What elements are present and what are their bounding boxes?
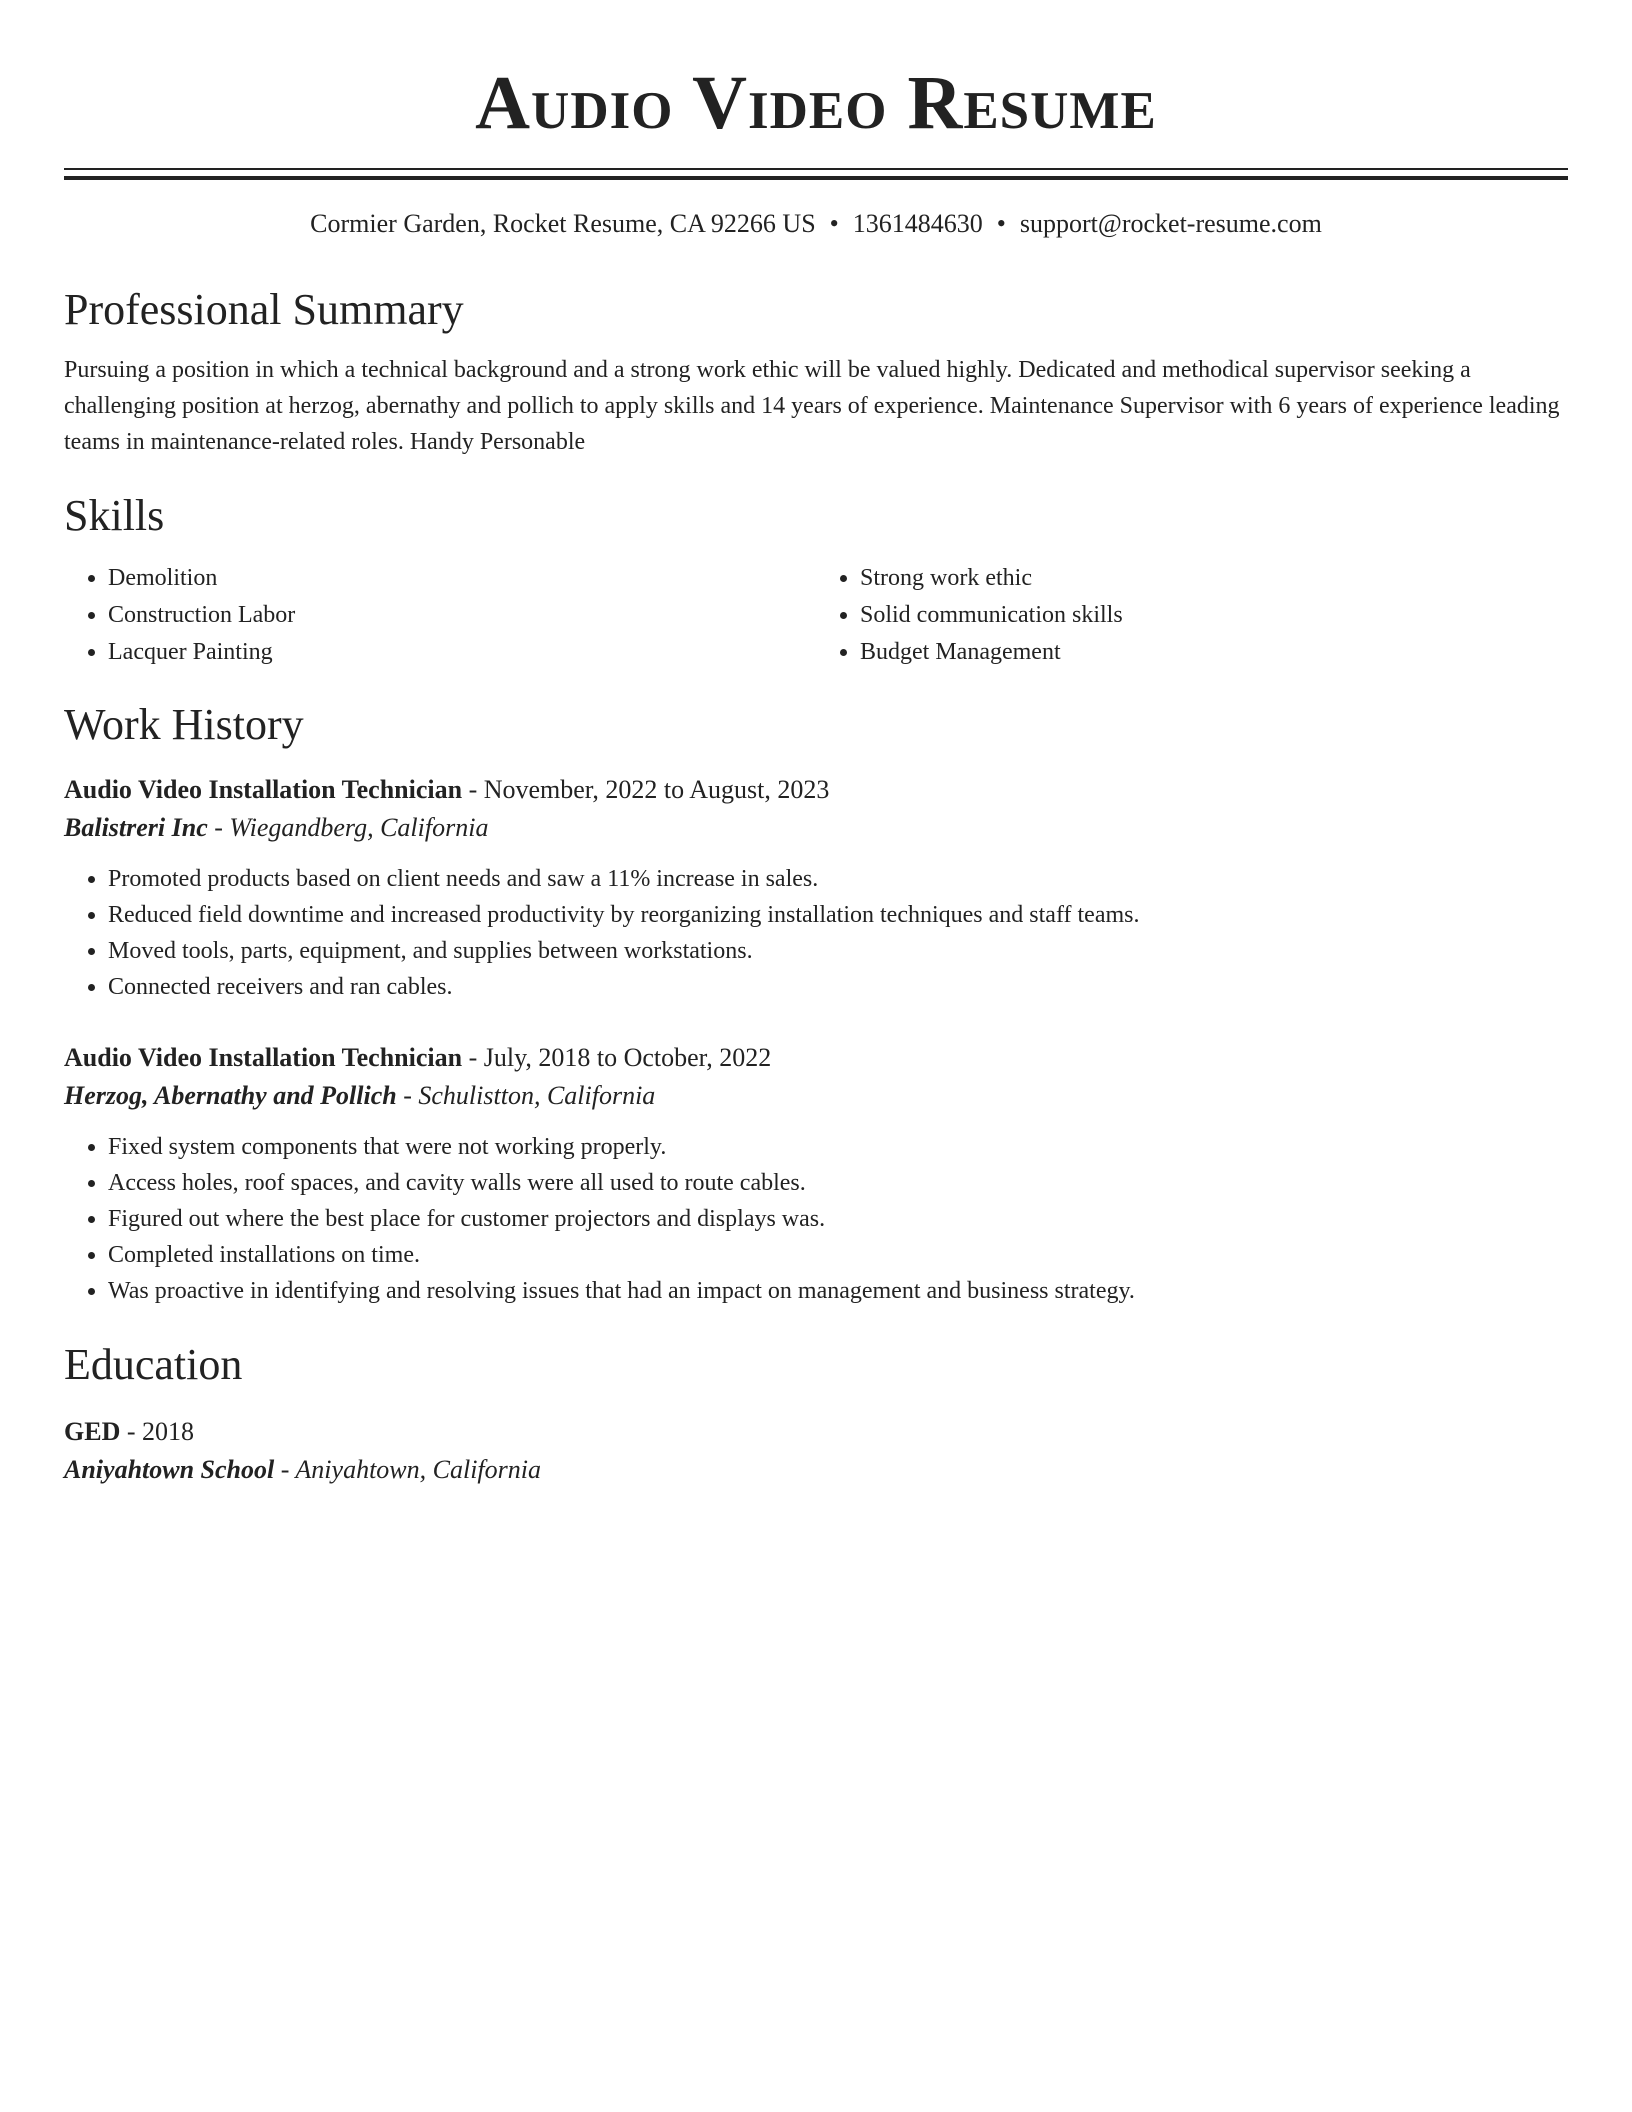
job-bullet: • Access holes, roof spaces, and cavity walls were all used to route cables. — [108, 1165, 1568, 1201]
summary-text: Pursuing a position in which a technical background and a strong work ethic will be valued highly. Dedicated and methodical supervisor seeking a challenging position at herzog, abernathy and pollich to apply skills and 14 years of experience. Maintenance Supervisor with 6 years of experience leading teams in maintenance-related roles. Handy Personable — [64, 357, 1560, 455]
skill-item: • Budget Management — [860, 634, 1568, 671]
skill-item: • Construction Labor — [108, 597, 816, 634]
contact-separator: • — [996, 209, 1006, 238]
job-title: Audio Video Installation Technician — [64, 775, 463, 804]
job-title: Audio Video Installation Technician — [64, 1043, 463, 1072]
skill-item: • Strong work ethic — [860, 560, 1568, 597]
school-line — [64, 1451, 1568, 1489]
skills-column-left — [64, 560, 816, 671]
company-name: Balistreri Inc — [64, 813, 208, 842]
job-bullets — [64, 1129, 1568, 1309]
degree-year: - 2018 — [126, 1417, 195, 1446]
skills-heading: Skills — [64, 491, 165, 540]
skill-item: • Lacquer Painting — [108, 634, 816, 671]
company-location: - Wiegandberg, California — [214, 813, 489, 842]
company-line — [64, 809, 1568, 847]
contact-line — [64, 206, 1568, 242]
job-bullet: • Completed installations on time. — [108, 1237, 1568, 1273]
skill-item: • Solid communication skills — [860, 597, 1568, 634]
company-location: - Schulistton, California — [403, 1081, 656, 1110]
school-location: - Aniyahtown, California — [280, 1455, 541, 1484]
degree-line — [64, 1413, 1568, 1451]
job-entry — [64, 771, 1568, 1005]
job-bullet: • Figured out where the best place for customer projectors and displays was. — [108, 1201, 1568, 1237]
contact-email: support@rocket-resume.com — [1019, 209, 1322, 238]
job-bullet: • Connected receivers and ran cables. — [108, 969, 1568, 1005]
degree-name: GED — [64, 1417, 121, 1446]
job-dates: - July, 2018 to October, 2022 — [468, 1043, 772, 1072]
job-bullet: • Fixed system components that were not working properly. — [108, 1129, 1568, 1165]
job-title-line — [64, 1039, 1568, 1077]
summary-heading: Professional Summary — [64, 285, 464, 334]
skill-item: • Demolition — [108, 560, 816, 597]
school-name: Aniyahtown School — [64, 1455, 275, 1484]
job-bullet: • Reduced field downtime and increased productivity by reorganizing installation techniques and staff teams. — [108, 897, 1568, 933]
job-bullet: • Moved tools, parts, equipment, and supplies between workstations. — [108, 933, 1568, 969]
work-history-heading: Work History — [64, 700, 304, 749]
education-entry — [64, 1413, 1568, 1489]
job-bullets — [64, 861, 1568, 1005]
job-title-line — [64, 771, 1568, 809]
job-bullet: • Was proactive in identifying and resolving issues that had an impact on management and business strategy. — [108, 1273, 1568, 1309]
contact-phone: 1361484630 — [852, 209, 983, 238]
education-heading: Education — [64, 1340, 243, 1389]
skills-column-right — [816, 560, 1568, 671]
contact-address: Cormier Garden, Rocket Resume, CA 92266 US — [310, 209, 816, 238]
job-entry — [64, 1039, 1568, 1309]
job-dates: - November, 2022 to August, 2023 — [468, 775, 830, 804]
resume-title: Audio Video Resume — [475, 61, 1157, 145]
skills-list — [64, 560, 1568, 671]
company-name: Herzog, Abernathy and Pollich — [64, 1081, 397, 1110]
company-line — [64, 1077, 1568, 1115]
job-bullet: • Promoted products based on client needs and saw a 11% increase in sales. — [108, 861, 1568, 897]
contact-separator: • — [829, 209, 839, 238]
